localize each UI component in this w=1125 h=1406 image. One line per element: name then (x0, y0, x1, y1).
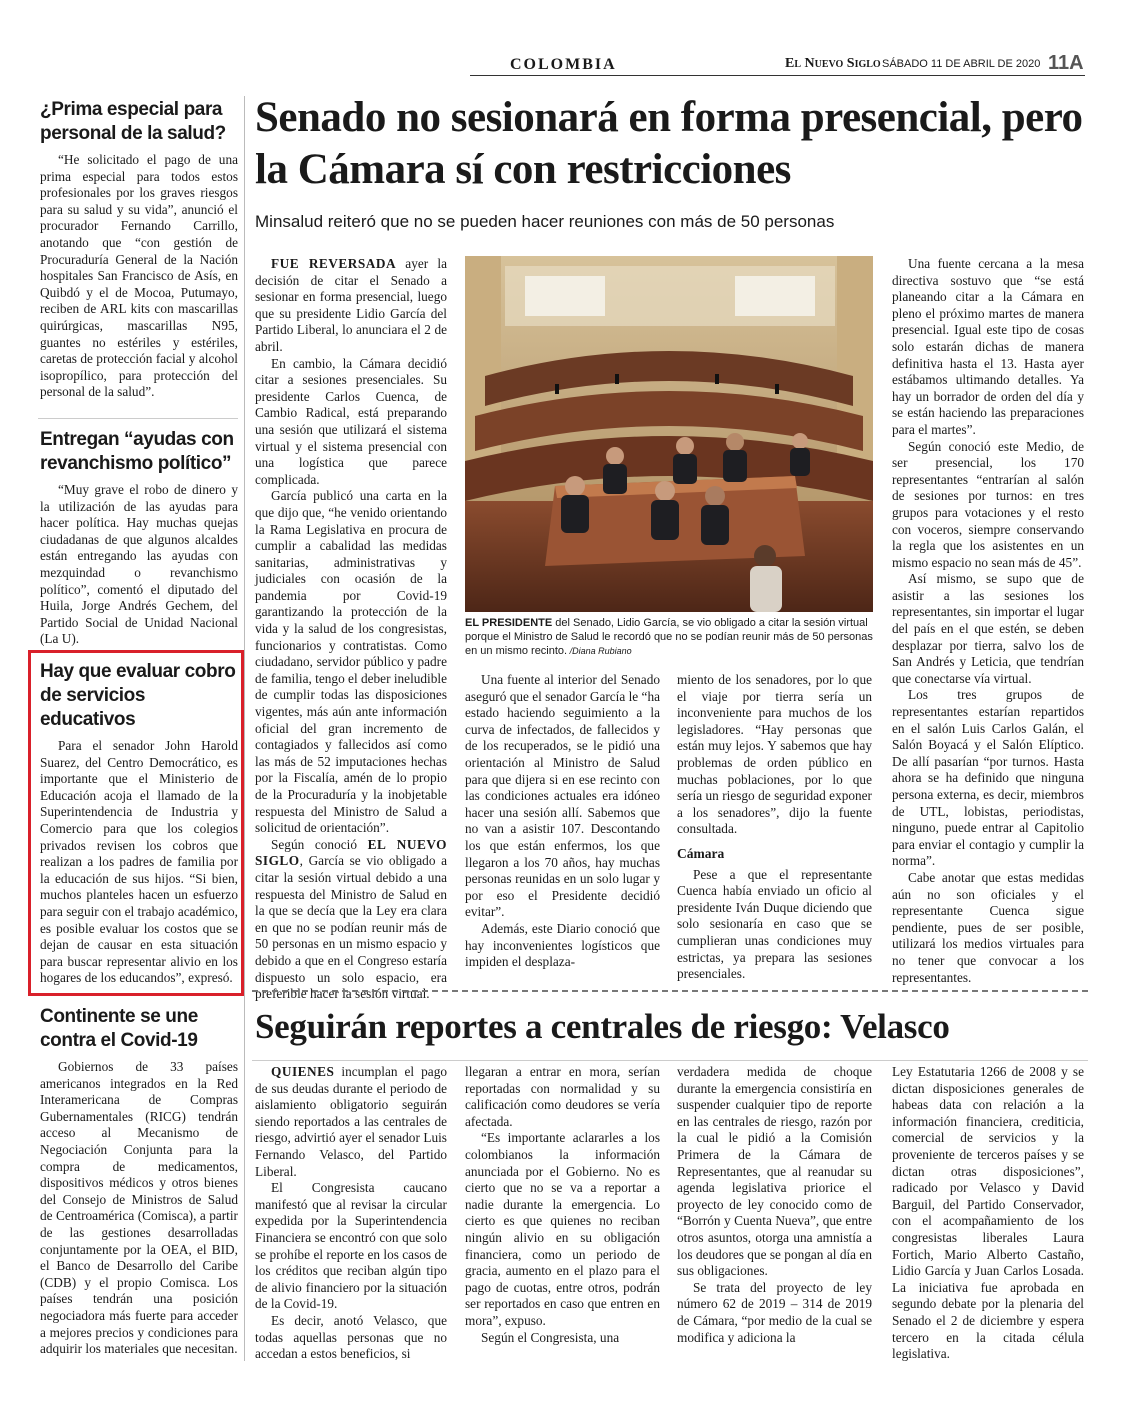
sidebar-body: Para el senador John Harold Suarez, del Centro Democrático, es importante que el Ministerio de Educación acoja el llamado de la Superintendencia de Industria y Comercio para que los colegios privados revisen los cobros que realizan a los padres de familia por la educación de sus hijos. “Si bien, muchos planteles hacen un esfuerzo para seguir con el trabajo académico, es posible evaluar los costos que se dejan de causar en esta situación para buscar representar alivio en los hogares de los educandos”, expresó. (40, 738, 238, 986)
main-column-4 (892, 256, 1084, 986)
sidebar-item-continente (38, 1005, 238, 1358)
paragraph-text: , García se vio obligado a citar la sesión virtual debido a una respuesta del Ministro de Salud en la que se decía que la Ley era clara en que no se podían reunir más de 50 personas en un mismo espacio y debido a que en el Congreso estaría dispuesto un solo espacio, era preferible hacer la sesión virtual. (255, 853, 447, 1002)
paragraph-text: Además, este Diario conoció que hay inconvenientes logísticos que impiden el desplaza- (465, 920, 660, 970)
main-column-3 (677, 672, 872, 983)
article-paragraph (465, 1330, 660, 1347)
sidebar-title: Entregan “ayudas con revanchismo político” (40, 429, 234, 474)
header-rule (470, 75, 1085, 76)
sidebar-title: Continente se une contra el Covid-19 (40, 1006, 198, 1051)
paragraph-text: verdadera medida de choque durante la emergencia consistiría en suspender cualquier tipo de reporte en las centrales de riesgo, razón por la cual le pidió a la Comisión Primera de la Cámara de Representantes, que al reanudar su agenda legislativa priorice el proyecto de ley conocido como de “Borrón y Cuenta Nueva”, que entre otros asuntos, otorga una amnistía a los deudores que se pongan al día en sus obligaciones. (677, 1064, 872, 1279)
paragraph-text: miento de los senadores, por lo que el viaje por tierra sería un inconveniente para muchos de los legisladores. “Hay personas que están muy lejos. Y sabemos que hay problemas de orden público en muchas poblaciones, por lo que sería un riesgo de seguridad exponer a los senadores”, dijo la fuente consultada. (677, 672, 872, 837)
second-column-3 (677, 1064, 872, 1346)
headline-rule (252, 1060, 1088, 1061)
caption-lead: EL PRESIDENTE (465, 617, 553, 629)
paragraph-text: El Congresista caucano manifestó que al revisar la circular expedida por la Superintendencia Financiera se encontró con que solo se prohíbe el reporte en los casos de los créditos que reciban algún tipo de alivio financiero por la situación de la Covid-19. (255, 1180, 447, 1312)
newspaper-name: El Nuevo Siglo (785, 56, 881, 71)
second-column-4 (892, 1064, 1084, 1363)
article-paragraph (255, 256, 447, 356)
page-number: 11A (1048, 52, 1084, 74)
sidebar-item-prima (38, 98, 238, 401)
lead-in: FUE REVERSADA (271, 256, 397, 271)
sidebar-title: ¿Prima especial para personal de la salud? (40, 99, 226, 144)
article-paragraph (892, 439, 1084, 572)
paragraph-text: Una fuente cercana a la mesa directiva sostuvo que “se está planeando citar a la Cámara en pleno el próximo martes de manera presencial. Igual este tipo de cosas solo estarán dichas de manera definitiva hasta el 13. Hasta ayer estábamos ultimando detalles. Ya hay un borrador de orden del día y se están haciendo las preparaciones para el martes”. (892, 256, 1084, 437)
paragraph-text: Así mismo, se supo que de asistir a las sesiones los representantes, sin importar el lugar del país en el que estén, se deben desplazar por tierra, salvo los de San Andrés y Leticia, que tendrían que conectarse vía virtual. (892, 571, 1084, 686)
section-name: COLOMBIA (510, 56, 617, 73)
sidebar-title: Hay que evaluar cobro de servicios educativos (40, 661, 236, 730)
paragraph-text: Cabe anotar que estas medidas aún no son oficiales y el representante Cuenca sigue pendiente, pues de ser posible, utilizará los medios virtuales para no tener que convocar a los representantes. (892, 869, 1084, 985)
article-paragraph (255, 356, 447, 489)
article-paragraph (465, 1064, 660, 1130)
main-subhead: Minsalud reiteró que no se pueden hacer reuniones con más de 50 personas (255, 212, 835, 231)
session-photo (465, 256, 873, 612)
issue-date: SÁBADO 11 DE ABRIL DE 2020 (882, 58, 1041, 70)
article-paragraph (677, 1064, 872, 1280)
paragraph-text: García publicó una carta en la que dijo que, “he venido orientando la Rama Legislativa en procura de cumplir a cabalidad las medidas sanitarias, administrativas y judiciales con ocasión de la pandemia por Covid-19 garantizando la protección de la vida y la salud de los congresistas, funcionarios y contratistas. Como ciudadano, servidor público y padre de familia, tengo el deber ineludible de cumplir todas las disposiciones vigentes, más aún ante información oficial del gran incremento de contagiados y fallecidos así como las más de 52 imputaciones hechas por la Fiscalía, amén de lo propio de la Procuraduría y la inobjetable respuesta del Ministro de Salud a solicitud de orientación”. (255, 488, 447, 836)
caption-text: del Senado, Lidio García, se vio obligado a citar la sesión virtual porque el Ministro de Salud le recordó que no se podían reunir más de 50 personas en un mismo recinto. (465, 617, 873, 657)
paragraph-text: Ley Estatutaria 1266 de 2008 y se dictan disposiciones generales de habeas data con relación a la información financiera, crediticia, comercial de servicios y la proveniente de terceros países y se dictan otras disposiciones”, radicado por Velasco y David Barguil, del Partido Conservador, con el acompañamiento de los congresistas liberales Laura Fortich, Mario Alberto Castaño, Lidio García y Juan Carlos Losada. La iniciativa fue aprobada en segundo debate por la plenaria del Senado el 2 de diciembre y espera tercero en la citada célula legislativa. (892, 1064, 1084, 1362)
second-headline: Seguirán reportes a centrales de riesgo: Velasco (255, 1007, 950, 1046)
main-column-2 (465, 672, 660, 971)
article-paragraph (892, 687, 1084, 870)
article-paragraph (892, 1064, 1084, 1363)
article-paragraph (892, 571, 1084, 687)
paragraph-text: Se trata del proyecto de ley número 62 de 2019 – 314 de 2019 de Cámara, “por medio de la cual se modifica y adiciona la (677, 1279, 872, 1345)
paragraph-text: Según conoció este Medio, de ser presencial, los 170 representantes “entrarían al salón de sesiones por turnos: en tres grupos para votaciones y el resto con voceros, siempre conservando la regla que los asistentes en un mismo espacio no sean más de 45”. (892, 438, 1084, 570)
article-paragraph (677, 1280, 872, 1346)
column-rule (244, 96, 245, 1361)
sidebar-body: “He solicitado el pago de una prima especial para todos estos profesionales por los graves riesgos para su salud y su vida”, anunció el procurador Fernando Carrillo, anotando que “con gestión de Procuraduría General de la Nación hospitales San Francisco de Asís, en Quibdó y el de Mocoa, Putumayo, reciben de ARL kits con mascarillas quirúrgicas, mascarillas N95, guantes no estériles y estériles, caretas de protección facial y alcohol isopropílico, para protección del personal de la salud”. (40, 152, 238, 400)
article-paragraph (255, 488, 447, 836)
second-column-1 (255, 1064, 447, 1363)
paragraph-text: Según el Congresista, una (481, 1329, 620, 1345)
paragraph-text: “Es importante aclararles a los colombianos la información anunciada por el Gobierno. No es cierto que no se va a reportar a nadie durante la emergencia. Lo cierto es que quienes no reciban ningún alivio en su obligación financiera, como un periodo de gracia, aumento en el plazo para el pago de cuotas, entre otros, podrán ser reportados en caso que entren en mora”, expuso. (465, 1130, 660, 1328)
sidebar-body: “Muy grave el robo de dinero y la utilización de las ayudas para hacer política. Hay muchas quejas ciudadanas de que algunos alcaldes están entregando las ayudas con mezquindad o revanchismo político”, comentó el diputado del Huila, Jorge Andrés Gechem, del Partido Social de Unidad Nacional (La U). (40, 482, 238, 647)
sidebar-divider (38, 418, 238, 419)
paragraph-text: Según conoció (271, 836, 368, 852)
main-column-1 (255, 256, 447, 1003)
main-headline: Senado no sesionará en forma presencial, pero la Cámara sí con restricciones (255, 94, 1083, 193)
article-paragraph (465, 1130, 660, 1329)
sidebar-item-ayudas (38, 428, 238, 648)
paragraph-text: ayer la decisión de citar el Senado a sesionar en forma presencial, luego que su presidente Lidio García del Partido Liberal, lo anunciara el 2 de abril. (255, 256, 448, 354)
paragraph-text: llegaran a entrar en mora, serían reportadas con normalidad y su calificación como deudores se vería afectada. (465, 1064, 660, 1129)
lead-in: QUIENES (271, 1064, 335, 1079)
article-paragraph (677, 867, 872, 983)
paragraph-text: incumplan el pago de sus deudas durante el periodo de aislamiento obligatorio seguirán siendo reportados a las centrales de riesgo, advirtió ayer el senador Luis Fernando Velasco, del Partido Liberal. (255, 1064, 447, 1179)
article-paragraph (255, 837, 447, 1003)
lead-in: EL NUEVO SIGLO (255, 836, 447, 869)
paragraph-text: Pese a que el representante Cuenca había enviado un oficio al presidente Iván Duque diciendo que solo sesionaría en caso que se cumplieran unas condiciones muy estrictas, ya prepara las sesiones presenciales. (677, 866, 872, 982)
article-paragraph (677, 672, 872, 838)
article-paragraph (465, 672, 660, 921)
article-paragraph (892, 870, 1084, 986)
second-column-2 (465, 1064, 660, 1346)
congress-photo-illustration (465, 256, 873, 612)
article-paragraph (255, 1180, 447, 1313)
photo-caption (465, 616, 875, 658)
article-paragraph (255, 1064, 447, 1180)
article-paragraph (255, 1313, 447, 1363)
sidebar-body: Gobiernos de 33 países americanos integrados en la Red Interamericana de Compras Gubernamentales (RICG) tendrán acceso al Mecanismo de Negociación Conjunta para la compra de medicamentos, dispositivos médicos y otros bienes del Consejo de Ministros de Salud de Centroamérica (Comisca), a partir de las gestiones desarrolladas conjuntamente por la OEA, el BID, el Banco de Desarrollo del Caribe (CDB) y el propio Comisca. Los países tendrán una posición negociadora más fuerte para acceder a mejores precios y condiciones para adquirir los materiales que necesitan. (40, 1059, 238, 1357)
highlight-box (28, 650, 244, 996)
paragraph-text: Es decir, anotó Velasco, que todas aquellas personas que no accedan a estos beneficios, si (255, 1312, 447, 1362)
photo-credit: /Diana Rubiano (567, 646, 632, 656)
paragraph-text: Una fuente al interior del Senado aseguró que el senador García le “ha estado haciendo seguimiento a la curva de infectados, de fallecidos y de los recuperados, se le pidió una orientación al Ministro de Salud para que dijera si en ese recinto con las condiciones actuales era idóneo hacer una sesión allí. Sabemos que no van a asistir 107. Descontando los que están enfermos, los que llegaron a los 70 años, hay muchas personas reunidas en un solo lugar y por eso el Presidente decidió evitar”. (465, 672, 660, 920)
paragraph-text: Los tres grupos de representantes estarían repartidos en el salón Luis Carlos Galán, el Salón Boyacá y el Salón Elíptico. De allí pasarían “por turnos. Hasta ahora se ha definido que ninguna persona externa, es decir, miembros de UTL, lobistas, periodistas, ninguno, puede entrar al Capitolio para enviar el contagio y cumplir la norma”. (892, 687, 1084, 869)
story-divider (252, 990, 1088, 992)
paragraph-text: En cambio, la Cámara decidió citar a sesiones presenciales. Su presidente Carlos Cuenca, de Cambio Radical, está preparando una sesión que utilizará el sistema virtual y el sistema presencial con una logística que parece complicada. (255, 355, 447, 487)
article-subheading: Cámara (677, 845, 725, 861)
article-paragraph (892, 256, 1084, 439)
article-paragraph (465, 921, 660, 971)
